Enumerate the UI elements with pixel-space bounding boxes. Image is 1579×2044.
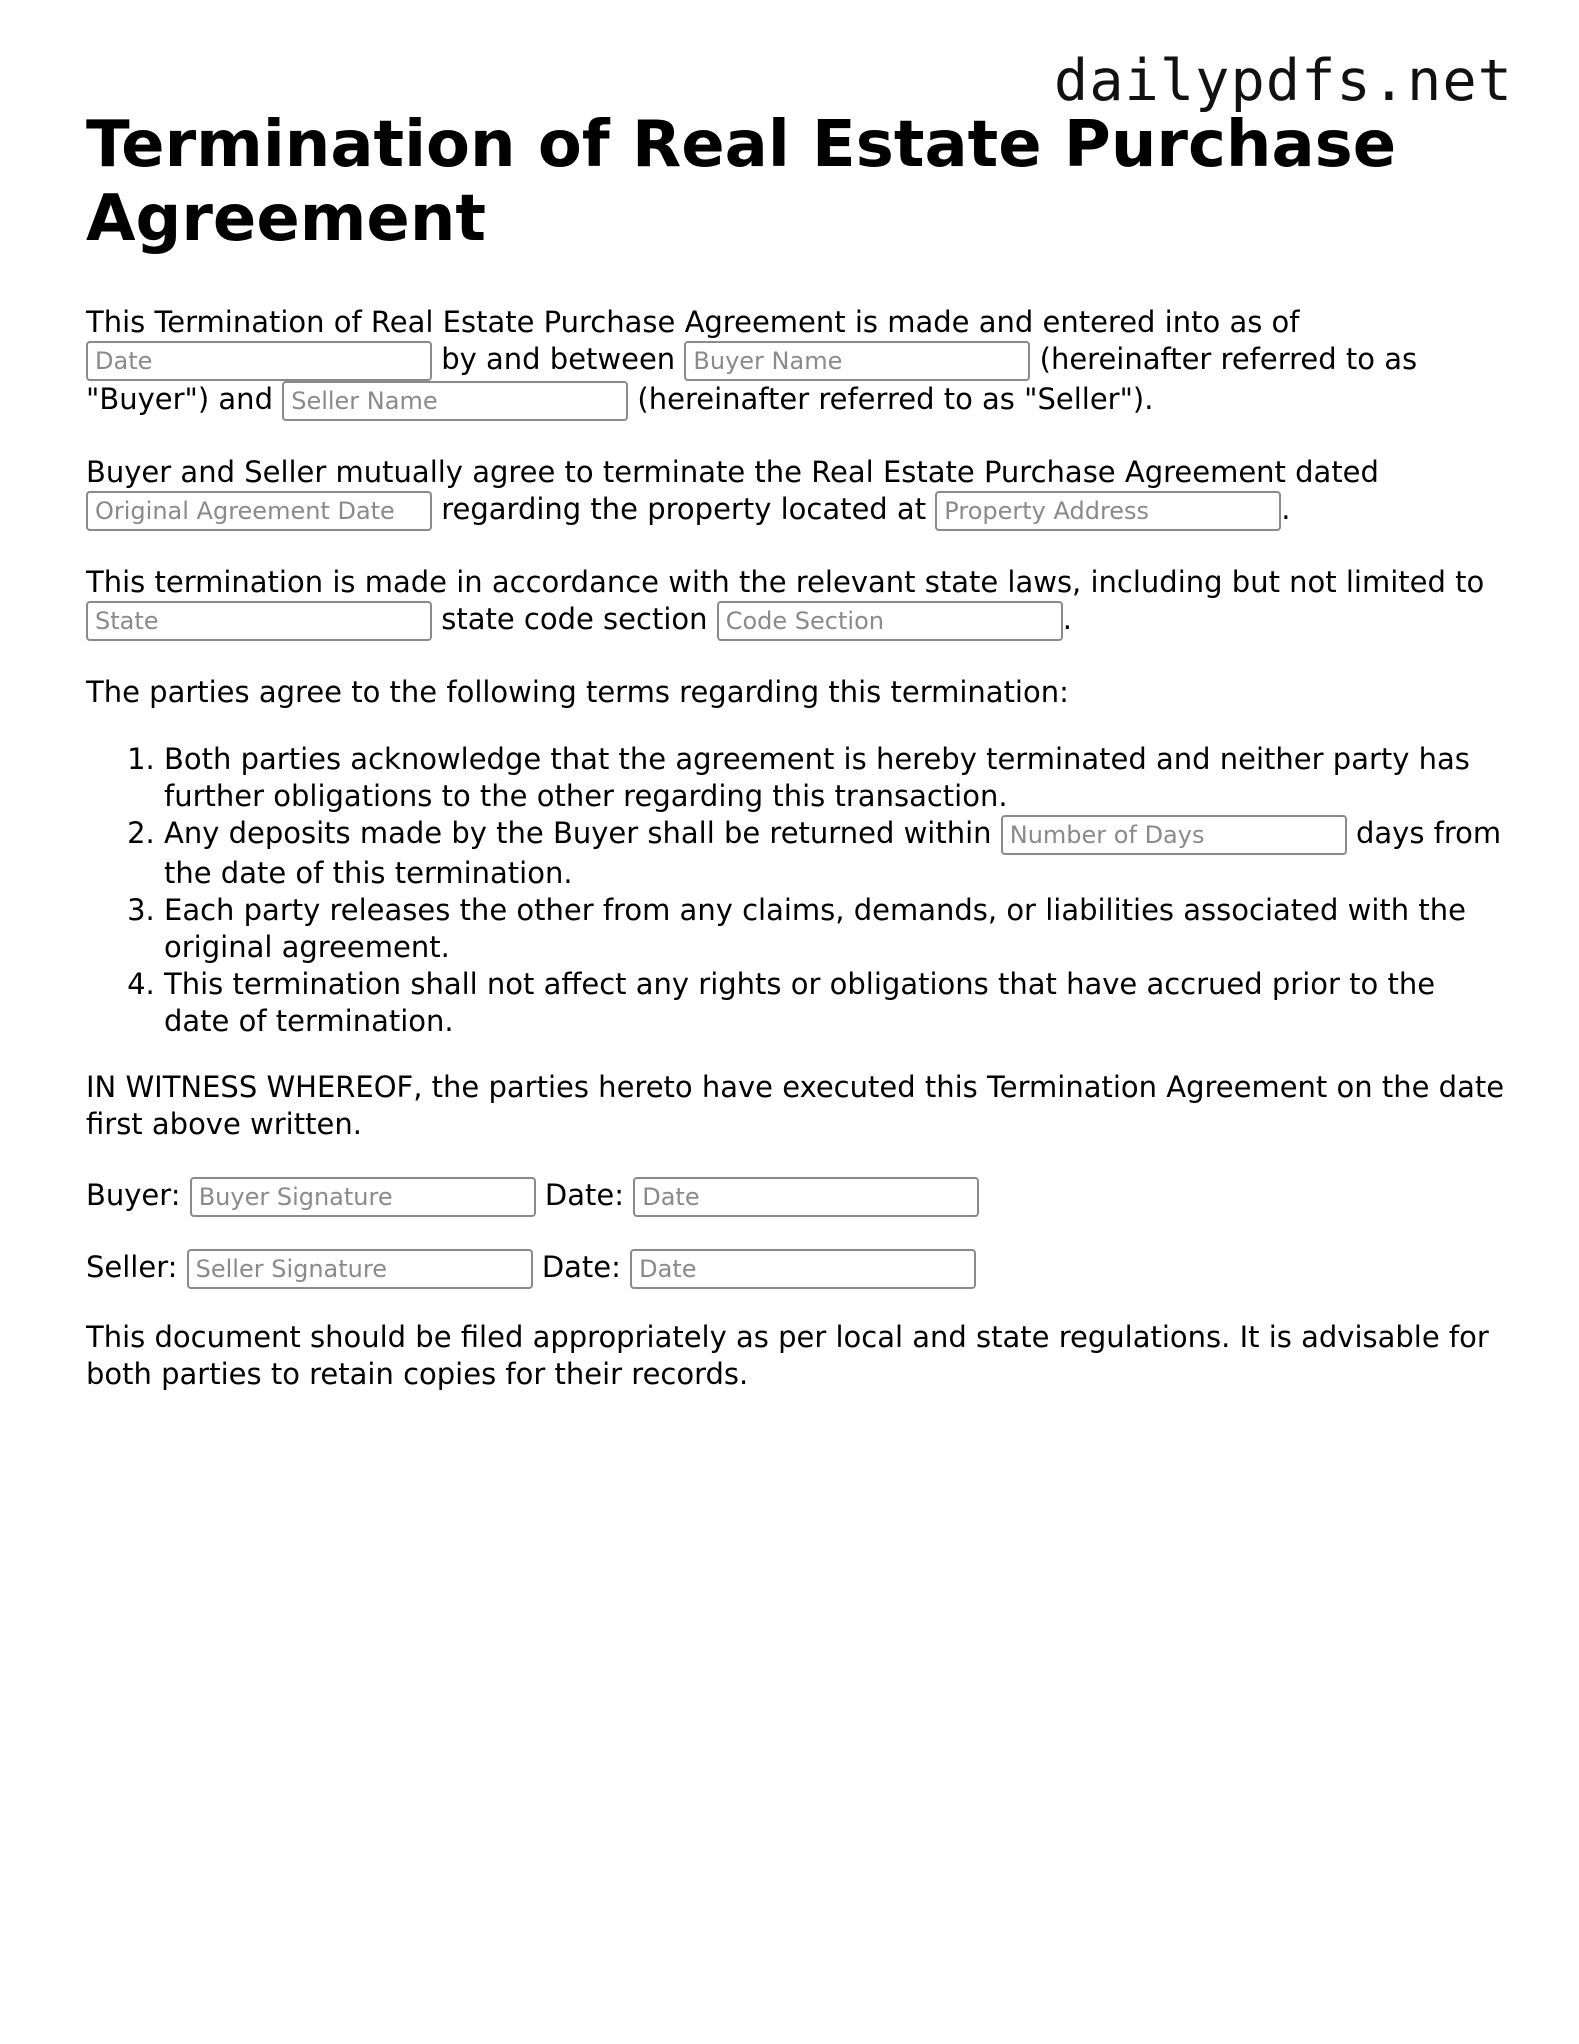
term-item-1: 1. Both parties acknowledge that the agreement is hereby terminated and neither party has further obligations to the other regarding this transaction.: [164, 741, 1506, 815]
original-agreement-date-field[interactable]: Original Agreement Date: [86, 491, 432, 531]
terms-list: [86, 741, 1506, 1040]
terms-intro: The parties agree to the following terms regarding this termination:: [86, 675, 1069, 709]
watermark: dailypdfs.net: [1053, 48, 1513, 114]
buyer-date-field[interactable]: Date: [633, 1177, 979, 1217]
number-of-days-field[interactable]: Number of Days: [1001, 815, 1347, 855]
intro-text-4: (hereinafter referred to as "Seller").: [637, 382, 1154, 416]
property-address-field[interactable]: Property Address: [935, 491, 1281, 531]
page-title: Termination of Real Estate Purchase Agreement: [86, 108, 1397, 256]
term-item-4: 4. This termination shall not affect any rights or obligations that have accrued prior to the date of termination.: [164, 966, 1506, 1040]
state-field[interactable]: State: [86, 601, 432, 641]
intro-text-3: (hereinafter referred to as "Buyer") and: [86, 342, 1418, 416]
mutual-text-1: Buyer and Seller mutually agree to terminate the Real Estate Purchase Agreement dated: [86, 455, 1379, 489]
term-item-3: 3. Each party releases the other from any claims, demands, or liabilities associated with the original agreement.: [164, 892, 1506, 966]
intro-text-2: by and between: [441, 342, 676, 376]
witness-paragraph: IN WITNESS WHEREOF, the parties hereto have executed this Termination Agreement on the date first above written.: [86, 1070, 1505, 1141]
seller-signature-field[interactable]: Seller Signature: [187, 1249, 533, 1289]
buyer-signature-field[interactable]: Buyer Signature: [190, 1177, 536, 1217]
seller-date-field[interactable]: Date: [630, 1249, 976, 1289]
mutual-text-3: .: [1281, 492, 1291, 526]
seller-signature-line: [86, 1247, 1506, 1289]
code-section-field[interactable]: Code Section: [717, 601, 1063, 641]
seller-name-field[interactable]: Seller Name: [282, 381, 628, 421]
buyer-name-field[interactable]: Buyer Name: [684, 341, 1030, 381]
buyer-date-label: Date:: [544, 1178, 624, 1212]
law-text-2: state code section: [441, 602, 708, 636]
document: [86, 108, 1506, 1393]
mutual-paragraph: [86, 454, 1506, 531]
closing-paragraph: This document should be filed appropriately as per local and state regulations. It is advisable for both parties to retain copies for their records.: [86, 1320, 1489, 1391]
seller-label: Seller:: [86, 1250, 178, 1284]
intro-text-1: This Termination of Real Estate Purchase Agreement is made and entered into as of: [86, 305, 1300, 339]
agreement-date-field[interactable]: Date: [86, 341, 432, 381]
term-item-2: [164, 815, 1506, 892]
term-item-2-text-a: Any deposits made by the Buyer shall be returned within: [164, 816, 992, 850]
intro-paragraph: [86, 304, 1506, 421]
seller-date-label: Date:: [541, 1250, 621, 1284]
mutual-text-2: regarding the property located at: [441, 492, 927, 526]
law-paragraph: [86, 564, 1506, 641]
term-item-2-text-b: days from the date of this termination.: [164, 816, 1502, 890]
buyer-label: Buyer:: [86, 1178, 181, 1212]
law-text-1: This termination is made in accordance with the relevant state laws, including but not limited to: [86, 565, 1485, 599]
buyer-signature-line: [86, 1175, 1506, 1217]
law-text-3: .: [1062, 602, 1072, 636]
